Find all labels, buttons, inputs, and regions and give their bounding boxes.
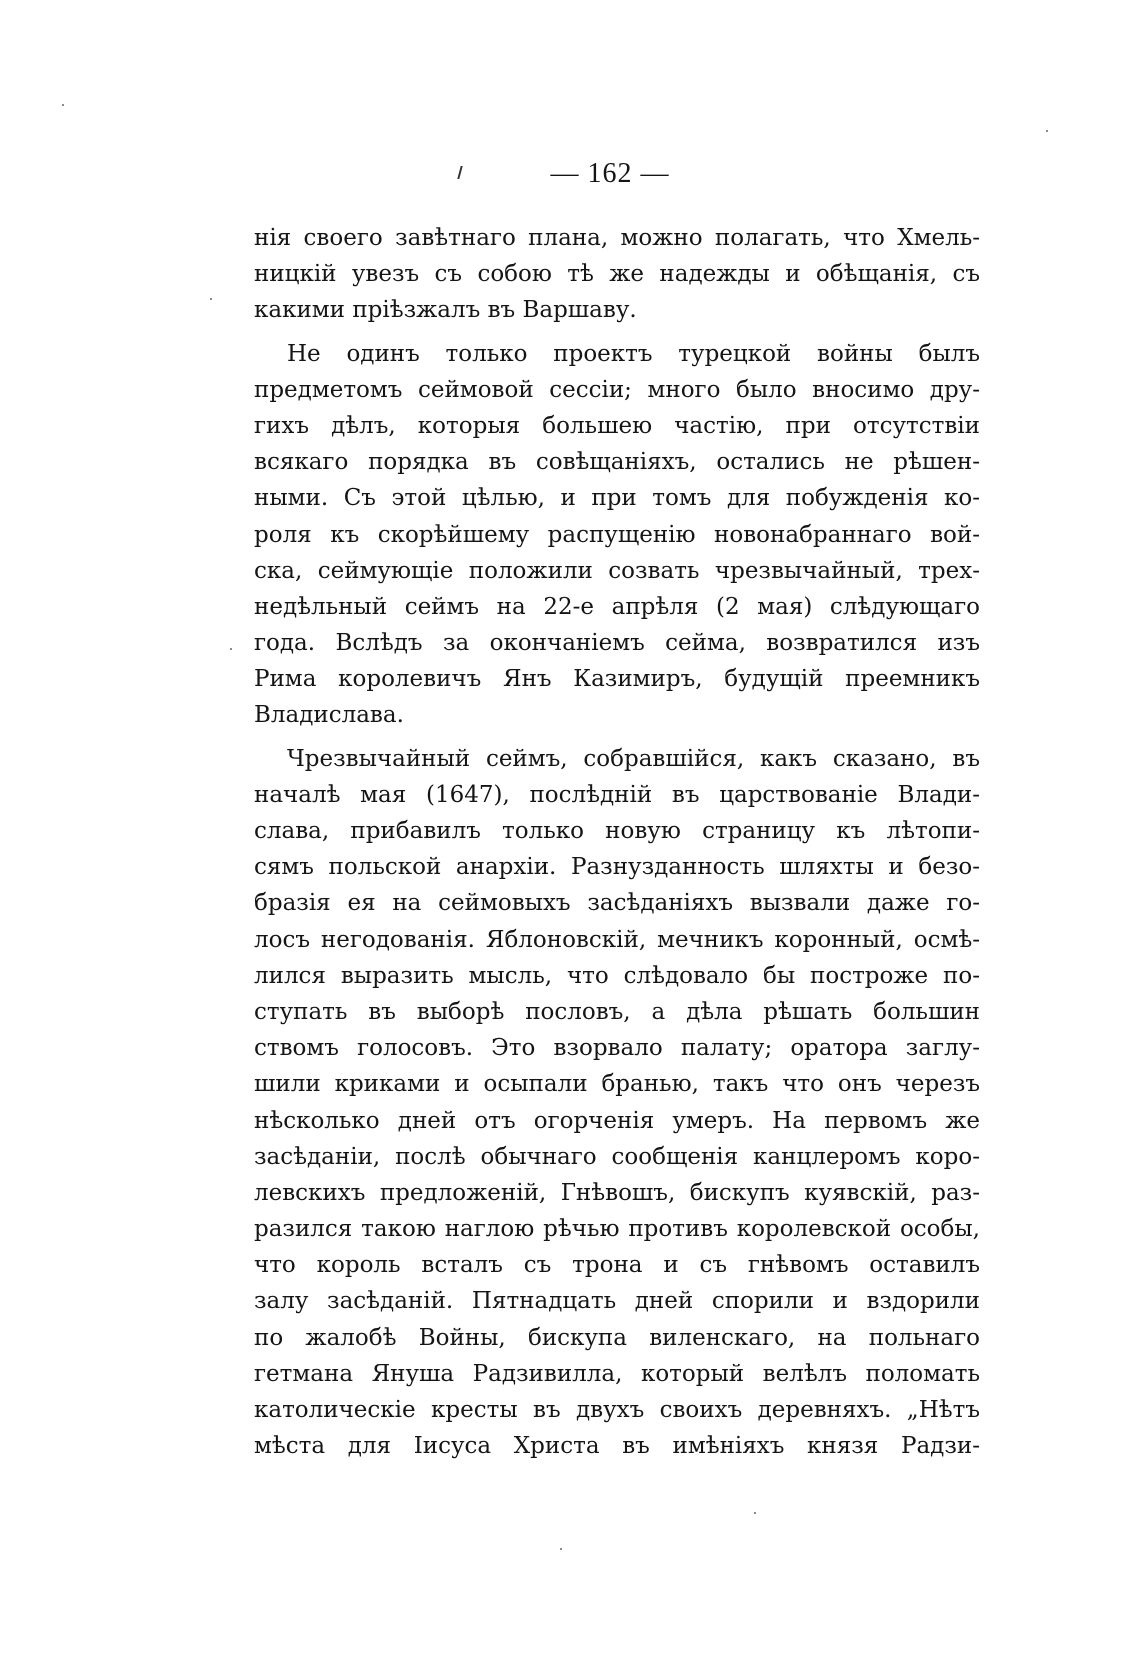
text-line: бразія ея на сеймовыхъ засѣданіяхъ вызвали даже го- [254, 890, 980, 917]
text-line: слава, прибавилъ только новую страницу къ лѣтопи- [254, 818, 980, 844]
scan-speck [754, 1512, 756, 1514]
text-line: началѣ мая (1647), послѣдній въ царствованіе Влади- [254, 781, 980, 808]
paragraph-1 [254, 220, 980, 329]
text-line: сямъ польской анархіи. Разнузданность шляхты и безо- [254, 854, 980, 881]
text-line: гетмана Януша Радзивилла, который велѣлъ поломать [254, 1360, 980, 1387]
text-line: какими пріѣзжалъ въ Варшаву. [254, 297, 637, 324]
paragraph-3 [254, 741, 980, 1465]
text-line: ствомъ голосовъ. Это взорвало палату; оратора заглу- [254, 1035, 980, 1062]
text-line: ными. Съ этой цѣлью, и при томъ для побужденія ко- [254, 485, 980, 512]
text-line: гихъ дѣлъ, которыя большею частію, при отсутствіи [254, 412, 980, 439]
paragraph-2 [254, 336, 980, 734]
text-line: всякаго порядка въ совѣщаніяхъ, остались не рѣшен- [254, 449, 980, 476]
text-line: ступать въ выборѣ пословъ, а дѣла рѣшать большин [254, 998, 980, 1025]
page-number: — 162 — [550, 158, 670, 189]
text-line: роля къ скорѣйшему распущенію новонабраннаго вой- [254, 521, 980, 548]
text-line: засѣданіи, послѣ обычнаго сообщенія канцлеромъ коро- [254, 1143, 980, 1170]
ink-mark [457, 166, 462, 179]
text-line: недѣльный сеймъ на 22-е апрѣля (2 мая) слѣдующаго [254, 593, 980, 620]
text-line: ницкій увезъ съ собою тѣ же надежды и обѣщанія, съ [254, 261, 980, 288]
text-line: Рима королевичъ Янъ Казимиръ, будущій преемникъ [254, 666, 980, 693]
scan-speck [560, 1548, 562, 1550]
text-line: Чрезвычайный сеймъ, собравшійся, какъ сказано, въ [287, 745, 980, 772]
text-line: нія своего завѣтнаго плана, можно полагать, что Хмель- [254, 225, 980, 251]
text-line: лосъ негодованія. Яблоновскій, мечникъ коронный, осмѣ- [254, 926, 980, 953]
text-line: католическіе кресты въ двухъ своихъ деревняхъ. „Нѣтъ [254, 1397, 980, 1423]
text-line: по жалобѣ Войны, бискупа виленскаго, на польнаго [254, 1324, 980, 1351]
text-line: левскихъ предложеній, Гнѣвошъ, бискупъ куявскій, раз- [254, 1179, 980, 1206]
text-line: ска, сеймующіе положили созвать чрезвычайный, трех- [254, 557, 980, 584]
scan-speck [210, 298, 212, 300]
text-line: залу засѣданій. Пятнадцать дней спорили и вздорили [254, 1288, 980, 1315]
scan-speck [1046, 130, 1048, 132]
text-line: года. Вслѣдъ за окончаніемъ сейма, возвратился изъ [254, 630, 980, 657]
text-line: лился выразить мысль, что слѣдовало бы построже по- [254, 962, 980, 989]
scan-speck [230, 648, 232, 650]
text-line: предметомъ сеймовой сессіи; много было вносимо дру- [254, 376, 980, 403]
text-line: нѣсколько дней отъ огорченія умеръ. На первомъ же [254, 1107, 980, 1134]
text-line: Владислава. [254, 702, 404, 729]
scan-speck [62, 104, 64, 106]
text-line: шили криками и осыпали бранью, такъ что онъ черезъ [254, 1071, 980, 1098]
text-line: Не одинъ только проектъ турецкой войны былъ [287, 340, 980, 367]
text-line: что король всталъ съ трона и съ гнѣвомъ оставилъ [254, 1252, 980, 1279]
body-text [254, 220, 980, 1464]
text-line: разился такою наглою рѣчью противъ королевской особы, [254, 1216, 980, 1243]
text-line: мѣста для Іисуса Христа въ имѣніяхъ князя Радзи- [254, 1433, 980, 1460]
